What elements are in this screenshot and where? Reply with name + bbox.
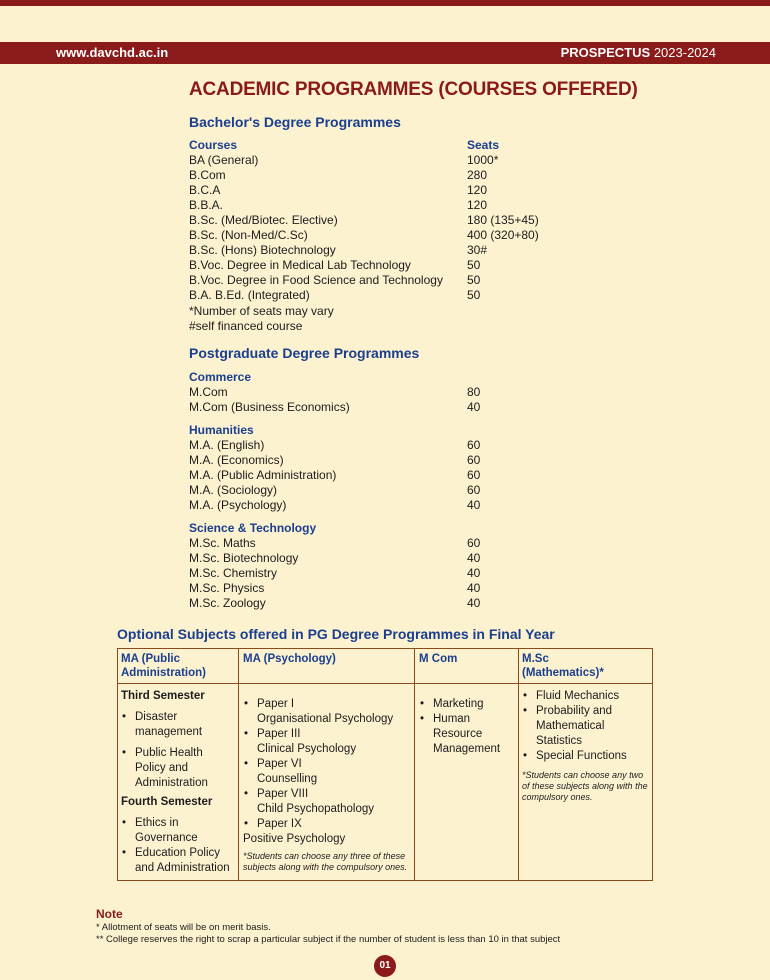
course-row — [189, 183, 549, 198]
header-divider — [118, 683, 652, 684]
course-name: B.C.A — [189, 183, 221, 197]
course-seats: 80 — [467, 385, 481, 399]
list-item — [243, 757, 411, 787]
paper-number: Paper VI — [257, 758, 302, 770]
list-item: • Fluid Mechanics — [522, 689, 650, 704]
mcom-subjects-list — [419, 697, 514, 757]
course-row — [189, 438, 549, 453]
course-row — [189, 273, 549, 288]
paper-number: Paper I — [257, 698, 295, 710]
course-row — [189, 288, 549, 303]
course-name: B.Sc. (Med/Biotec. Elective) — [189, 213, 338, 227]
list-item: • Human Resource Management — [419, 712, 514, 757]
course-name: BA (General) — [189, 153, 259, 167]
prospectus-year: 2023-2024 — [653, 45, 716, 60]
paper-subject: Counselling — [257, 773, 318, 785]
course-row — [189, 228, 549, 243]
col-header-ma-public-admin: MA (Public Administration) — [121, 653, 206, 679]
course-seats: 400 (320+80) — [467, 228, 539, 242]
course-seats: 40 — [467, 596, 481, 610]
mcom-cell — [419, 697, 514, 763]
paper-number: Paper IX — [257, 818, 302, 830]
course-seats: 40 — [467, 400, 481, 414]
course-name: M.A. (Economics) — [189, 453, 284, 467]
course-name: M.Com (Business Economics) — [189, 400, 350, 414]
course-seats: 120 — [467, 183, 488, 197]
list-item — [243, 817, 411, 847]
course-name: M.A. (Sociology) — [189, 483, 278, 497]
msc-maths-cell — [522, 689, 650, 803]
course-name: B.Com — [189, 168, 226, 182]
course-name: M.A. (Public Administration) — [189, 468, 337, 482]
course-seats: 60 — [467, 453, 481, 467]
course-name: B.A. B.Ed. (Integrated) — [189, 288, 310, 302]
list-item: • Public Health Policy and Administration — [121, 746, 236, 791]
course-row — [189, 566, 549, 581]
list-item — [243, 787, 411, 817]
course-row — [189, 400, 549, 415]
website-url: www.davchd.ac.in — [56, 45, 169, 60]
course-seats: 60 — [467, 468, 481, 482]
course-seats: 40 — [467, 566, 481, 580]
paper-number: Paper III — [257, 728, 301, 740]
course-name: M.Com — [189, 385, 228, 399]
course-name: M.Sc. Maths — [189, 536, 256, 550]
psychology-choice-note: *Students can choose any three of these subjects along with the compulsory ones. — [243, 851, 408, 872]
list-item: • Ethics in Governance — [121, 816, 236, 846]
list-item: • Marketing — [419, 697, 514, 712]
list-item: • Probability and Mathematical Statistics — [522, 704, 650, 749]
col-header-mcom: M Com — [419, 653, 458, 665]
course-seats: 280 — [467, 168, 488, 182]
course-name: B.Voc. Degree in Medical Lab Technology — [189, 258, 411, 272]
course-row — [189, 551, 549, 566]
course-seats: 50 — [467, 258, 481, 272]
course-row — [189, 385, 549, 400]
course-name: M.Sc. Zoology — [189, 596, 266, 610]
course-row — [189, 213, 549, 228]
list-item: • Education Policy and Administration — [121, 846, 236, 876]
course-row — [189, 168, 549, 183]
course-row — [189, 153, 549, 168]
course-row — [189, 483, 549, 498]
note-heading: Note — [96, 907, 123, 921]
commerce-subheading: Commerce — [189, 370, 252, 384]
merit-basis-note: * Allotment of seats will be on merit basis. — [96, 922, 271, 933]
course-seats: 50 — [467, 273, 481, 287]
course-row — [189, 453, 549, 468]
course-row — [189, 581, 549, 596]
course-seats: 120 — [467, 198, 488, 212]
paper-subject: Positive Psychology — [243, 833, 346, 845]
ma-public-admin-cell — [121, 689, 236, 882]
page-number: 01 — [374, 955, 396, 977]
course-seats: 30# — [467, 243, 488, 257]
course-seats: 40 — [467, 581, 481, 595]
bachelors-heading: Bachelor's Degree Programmes — [189, 114, 401, 130]
course-name: M.Sc. Biotechnology — [189, 551, 299, 565]
prospectus-word: PROSPECTUS — [560, 45, 651, 60]
self-financed-note: #self financed course — [189, 319, 303, 333]
scrap-subject-note: ** College reserves the right to scrap a particular subject if the number of student is less than 10 in that subject — [96, 934, 561, 945]
third-semester-list — [121, 710, 236, 791]
course-row — [189, 498, 549, 513]
seats-vary-note: *Number of seats may vary — [189, 304, 334, 318]
postgraduate-heading: Postgraduate Degree Programmes — [189, 345, 420, 361]
course-name: M.A. (English) — [189, 438, 265, 452]
course-seats: 40 — [467, 551, 481, 565]
course-seats: 60 — [467, 536, 481, 550]
top-rule — [0, 0, 770, 6]
paper-subject: Clinical Psychology — [257, 743, 357, 755]
science-technology-subheading: Science & Technology — [189, 521, 317, 535]
course-row — [189, 536, 549, 551]
course-row — [189, 468, 549, 483]
col-header-ma-psychology: MA (Psychology) — [243, 653, 336, 665]
msc-choice-note: *Students can choose any two of these subjects along with the compulsory ones. — [522, 770, 648, 802]
course-seats: 180 (135+45) — [467, 213, 539, 227]
course-row — [189, 243, 549, 258]
third-semester-label: Third Semester — [121, 690, 205, 702]
list-item — [243, 727, 411, 757]
list-item — [243, 697, 411, 727]
courses-column-header: Courses — [189, 138, 238, 152]
fourth-semester-label: Fourth Semester — [121, 796, 213, 808]
col-header-msc-maths: M.Sc (Mathematics)* — [522, 653, 604, 679]
page-title: ACADEMIC PROGRAMMES (COURSES OFFERED) — [189, 79, 638, 100]
course-name: M.Sc. Physics — [189, 581, 265, 595]
course-seats: 60 — [467, 483, 481, 497]
optional-subjects-heading: Optional Subjects offered in PG Degree Programmes in Final Year — [117, 626, 555, 642]
bachelors-table-header — [189, 138, 549, 153]
seats-column-header: Seats — [467, 138, 500, 152]
list-item: • Disaster management — [121, 710, 236, 740]
course-seats: 50 — [467, 288, 481, 302]
list-item: • Special Functions — [522, 749, 650, 764]
paper-subject: Child Psychopathology — [257, 803, 374, 815]
course-row — [189, 596, 549, 611]
course-name: B.Sc. (Non-Med/C.Sc) — [189, 228, 308, 242]
psychology-papers-list — [243, 697, 411, 847]
header-bar — [0, 42, 770, 64]
optional-subjects-table — [117, 648, 653, 881]
prospectus-label — [561, 45, 716, 60]
paper-subject: Organisational Psychology — [257, 713, 394, 725]
course-seats: 40 — [467, 498, 481, 512]
course-name: M.A. (Psychology) — [189, 498, 287, 512]
ma-psychology-cell — [243, 697, 411, 873]
msc-subjects-list — [522, 689, 650, 764]
course-name: B.Sc. (Hons) Biotechnology — [189, 243, 336, 257]
course-seats: 1000* — [467, 153, 499, 167]
course-row — [189, 198, 549, 213]
humanities-subheading: Humanities — [189, 423, 254, 437]
course-seats: 60 — [467, 438, 481, 452]
course-name: B.B.A. — [189, 198, 224, 212]
fourth-semester-list — [121, 816, 236, 876]
course-name: M.Sc. Chemistry — [189, 566, 278, 580]
course-row — [189, 258, 549, 273]
course-name: B.Voc. Degree in Food Science and Technology — [189, 273, 443, 287]
paper-number: Paper VIII — [257, 788, 309, 800]
